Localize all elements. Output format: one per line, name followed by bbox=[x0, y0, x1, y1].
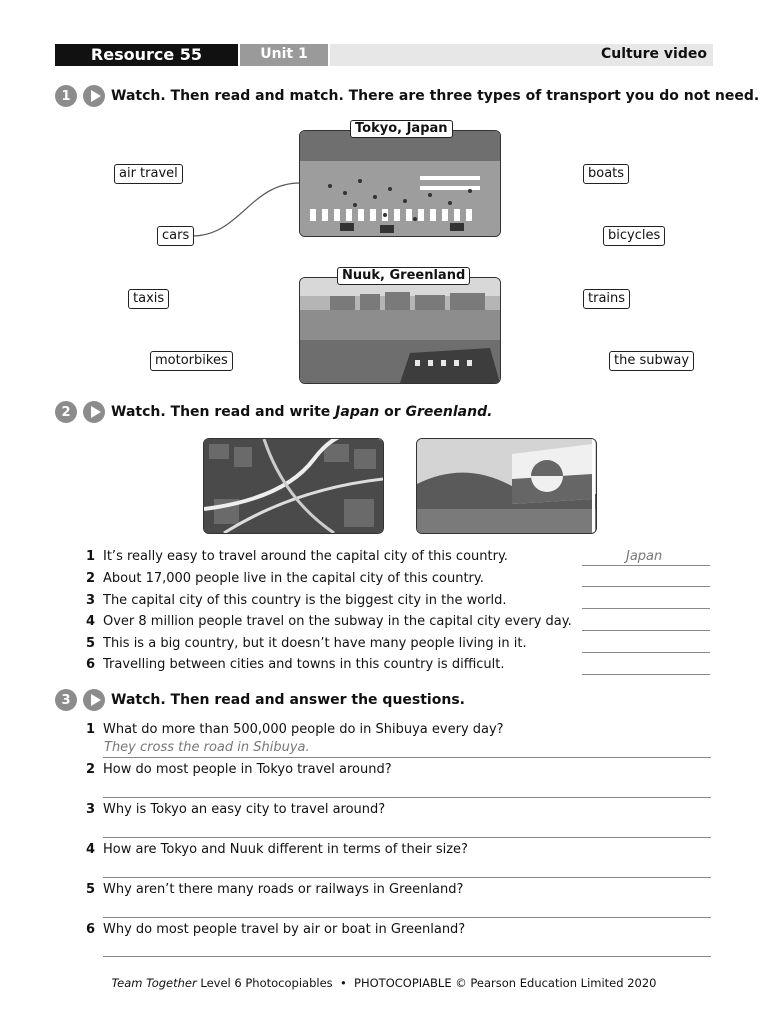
answer-line[interactable] bbox=[103, 956, 711, 957]
word-cars[interactable]: cars bbox=[157, 226, 194, 246]
word-motorbikes[interactable]: motorbikes bbox=[150, 351, 233, 371]
play-icon[interactable] bbox=[83, 689, 105, 711]
ex2-item: 3 The capital city of this country is the biggest city in the world. bbox=[86, 593, 507, 608]
greenland-flag-photo bbox=[416, 438, 597, 534]
ex2-item: 1 It’s really easy to travel around the capital city of this country. bbox=[86, 549, 508, 564]
ex2-item: 5 This is a big country, but it doesn’t have many people living in it. bbox=[86, 636, 527, 651]
city-highway-photo bbox=[203, 438, 384, 534]
word-boats[interactable]: boats bbox=[583, 164, 629, 184]
exercise-number: 3 bbox=[55, 689, 77, 711]
tokyo-label: Tokyo, Japan bbox=[350, 120, 453, 138]
word-air-travel[interactable]: air travel bbox=[114, 164, 183, 184]
tokyo-photo bbox=[299, 130, 501, 237]
unit-label: Unit 1 bbox=[240, 44, 328, 66]
exercise-3-heading bbox=[55, 688, 465, 712]
footer: Team Together Level 6 Photocopiables • PHOTOCOPIABLE © Pearson Education Limited 2020 bbox=[111, 976, 657, 990]
answer-line[interactable] bbox=[103, 837, 711, 838]
answer-line[interactable] bbox=[582, 565, 710, 566]
exercise-2-heading bbox=[55, 400, 492, 424]
answer-line[interactable] bbox=[103, 917, 711, 918]
ex3-question: 4 How are Tokyo and Nuuk different in terms of their size? bbox=[86, 842, 468, 857]
answer-line[interactable] bbox=[582, 586, 710, 587]
exercise-title: Watch. Then read and answer the questions. bbox=[111, 692, 465, 708]
ex2-answer: Japan bbox=[626, 549, 663, 564]
word-the-subway[interactable]: the subway bbox=[609, 351, 694, 371]
ex3-question: 3 Why is Tokyo an easy city to travel around? bbox=[86, 802, 386, 817]
ex2-item: 4 Over 8 million people travel on the subway in the capital city every day. bbox=[86, 614, 572, 629]
resource-label: Resource 55 bbox=[55, 44, 238, 66]
exercise-number: 1 bbox=[55, 85, 77, 107]
nuuk-photo bbox=[299, 277, 501, 384]
ex3-question: 1 What do more than 500,000 people do in Shibuya every day? bbox=[86, 722, 504, 737]
ex3-answer: They cross the road in Shibuya. bbox=[104, 740, 310, 755]
ex3-question: 6 Why do most people travel by air or boat in Greenland? bbox=[86, 922, 466, 937]
section-label: Culture video bbox=[330, 44, 713, 66]
ex2-item: 6 Travelling between cities and towns in this country is difficult. bbox=[86, 657, 505, 672]
play-icon[interactable] bbox=[83, 401, 105, 423]
nuuk-label: Nuuk, Greenland bbox=[337, 267, 470, 285]
answer-line[interactable] bbox=[582, 674, 710, 675]
exercise-number: 2 bbox=[55, 401, 77, 423]
ex2-item: 2 About 17,000 people live in the capital city of this country. bbox=[86, 571, 484, 586]
answer-line[interactable] bbox=[582, 630, 710, 631]
word-bicycles[interactable]: bicycles bbox=[603, 226, 665, 246]
answer-line[interactable] bbox=[582, 652, 710, 653]
word-taxis[interactable]: taxis bbox=[128, 289, 169, 309]
answer-line[interactable] bbox=[103, 877, 711, 878]
word-trains[interactable]: trains bbox=[583, 289, 630, 309]
answer-line[interactable] bbox=[103, 797, 711, 798]
answer-line[interactable] bbox=[582, 608, 710, 609]
ex3-question: 2 How do most people in Tokyo travel around? bbox=[86, 762, 392, 777]
ex3-question: 5 Why aren’t there many roads or railways in Greenland? bbox=[86, 882, 464, 897]
exercise-title: Watch. Then read and match. There are three types of transport you do not need. bbox=[111, 88, 760, 104]
answer-line[interactable] bbox=[103, 757, 711, 758]
exercise-title: Watch. Then read and write Japan or Greenland. bbox=[111, 404, 493, 420]
